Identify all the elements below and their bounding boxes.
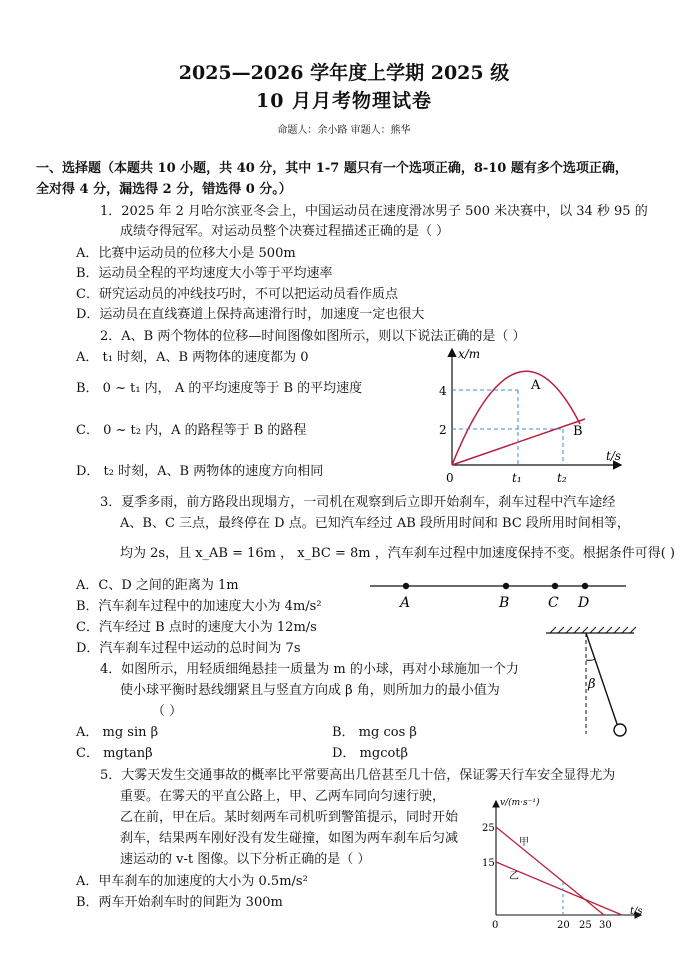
exam-authors: 命题人：余小路 审题人：熊华 — [277, 125, 411, 136]
q2-y-label: x/m — [458, 347, 481, 361]
q3-stem: 3．夏季多雨，前方路段出现塌方，一司机在观察到后立即开始刹车，刹车过程中汽车途经 — [100, 495, 616, 510]
q4-ball — [614, 724, 626, 736]
q5-x-tick-20: 20 — [557, 920, 570, 931]
q4-stem-cont2: （ ） — [152, 704, 183, 719]
q5-label-jia: 甲 — [519, 837, 529, 848]
q2-stem: 2．A、B 两个物体的位移—时间图像如图所示，则以下说法正确的是（ ） — [100, 329, 526, 344]
q4-option-c: C． mgtanβ — [76, 746, 153, 761]
q3-label-a: A — [400, 595, 411, 611]
section-heading-cont: 全对得 4 分，漏选得 2 分，错选得 0 分。） — [36, 182, 292, 197]
q2-curve-a — [452, 371, 580, 465]
q5-x-label: t/s — [630, 906, 643, 917]
q5-vt-graph — [470, 794, 650, 936]
exam-title: 2025—2026 学年度上学期 2025 级 — [178, 62, 510, 84]
q3-label-c: C — [548, 595, 559, 611]
q4-angle-label: β — [588, 677, 596, 692]
q2-origin: 0 — [446, 471, 454, 485]
q3-point-d — [582, 583, 588, 589]
q5-y-tick-25: 25 — [482, 823, 495, 834]
q5-stem-cont4: 速运动的 v-t 图像。以下分析正确的是（ ） — [120, 852, 371, 867]
q3-option-a: A．C、D 之间的距离为 1m — [76, 578, 239, 593]
q5-origin: 0 — [492, 920, 499, 931]
q1-option-b: B．运动员全程的平均速度大小等于平均速率 — [76, 266, 333, 281]
q4-option-a: A． mg sin β — [76, 725, 159, 740]
q2-x-tick-t1: t₁ — [512, 471, 522, 485]
q2-option-d: D． t₂ 时刻，A、B 两物体的速度方向相同 — [76, 464, 324, 479]
q1-option-a: A．比赛中运动员的位移大小是 500m — [76, 246, 296, 261]
q5-x-tick-25: 25 — [579, 920, 592, 931]
q2-option-b: B． 0 ~ t₁ 内， A 的平均速度等于 B 的平均速度 — [76, 381, 363, 396]
q4-stem: 4．如图所示，用轻质细绳悬挂一质量为 m 的小球，再对小球施加一个力 — [100, 662, 519, 677]
q3-point-b — [503, 583, 509, 589]
q3-points-diagram — [368, 574, 630, 614]
q5-stem-cont3: 刹车，结果两车刚好没有发生碰撞，如图为两车刹车后匀减 — [120, 831, 459, 846]
q1-option-c: C．研究运动员的冲线技巧时，不可以把运动员看作质点 — [76, 287, 398, 302]
q5-x-tick-30: 30 — [599, 920, 612, 931]
q1-option-d: D．运动员在直线赛道上保持高速滑行时，加速度一定也很大 — [76, 307, 425, 322]
q5-option-a: A．甲车刹车的加速度的大小为 0.5m/s² — [76, 874, 308, 889]
q5-stem-cont: 重要。在雾天的平直公路上，甲、乙两车同向匀速行驶， — [120, 789, 446, 804]
q3-point-c — [552, 583, 558, 589]
q1-stem-cont: 成绩夺得冠军。对运动员整个决赛过程描述正确的是（ ） — [120, 224, 450, 239]
section-heading: 一、选择题（本题共 10 小题，共 40 分，其中 1-7 题只有一个选项正确，8-10 题有多个选项正确， — [36, 161, 628, 176]
q4-stem-cont: 使小球平衡时悬线绷紧且与竖直方向成 β 角，则所加力的最小值为 — [120, 683, 500, 698]
q2-xt-graph — [430, 342, 630, 487]
q2-option-c: C． 0 ~ t₂ 内，A 的路程等于 B 的路程 — [76, 423, 307, 438]
q2-x-tick-t2: t₂ — [557, 471, 567, 485]
q3-stem-cont: A、B、C 三点，最终停在 D 点。已知汽车经过 AB 段所用时间和 BC 段所用时间相等， — [120, 516, 630, 531]
q4-option-d: D． mgcotβ — [332, 746, 409, 761]
q3-stem-cont2: 均为 2s，且 x_AB = 16m ， x_BC = 8m ，汽车刹车过程中加速度保持不变。根据条件可得( ) — [120, 546, 676, 561]
q5-y-label: v/(m·s⁻¹) — [500, 798, 540, 808]
q3-label-d: D — [578, 595, 590, 611]
q5-line-yi — [496, 862, 622, 915]
q2-option-a: A． t₁ 时刻，A、B 两物体的速度都为 0 — [76, 350, 309, 365]
exam-subtitle: 10 月月考物理试卷 — [255, 90, 433, 112]
q2-label-b: B — [573, 424, 583, 439]
q1-stem: 1．2025 年 2 月哈尔滨亚冬会上，中国运动员在速度滑冰男子 500 米决赛中，以 34 秒 95 的 — [100, 204, 648, 219]
q3-option-b: B．汽车刹车过程中的加速度大小为 4m/s² — [76, 599, 322, 614]
q3-label-b: B — [499, 595, 510, 611]
q2-label-a: A — [531, 378, 541, 393]
q3-option-d: D．汽车刹车过程中运动的总时间为 7s — [76, 641, 301, 656]
q5-option-b: B．两车开始刹车时的间距为 300m — [76, 895, 283, 910]
q2-y-tick-4: 4 — [439, 384, 447, 398]
q2-y-tick-2: 2 — [439, 423, 447, 437]
q3-option-c: C．汽车经过 B 点时的速度大小为 12m/s — [76, 620, 317, 635]
q3-point-a — [403, 583, 409, 589]
q2-x-label: t/s — [606, 449, 622, 463]
q4-option-b: B． mg cos β — [332, 725, 417, 740]
q5-stem: 5．大雾天发生交通事故的概率比平常要高出几倍甚至几十倍，保证雾天行车安全显得尤为 — [100, 768, 616, 783]
q4-pendulum-diagram — [540, 626, 640, 742]
q5-y-tick-15: 15 — [482, 858, 495, 869]
q5-label-yi: 乙 — [509, 871, 519, 882]
q5-stem-cont2: 乙在前，甲在后。某时刻两车司机听到警笛提示，同时开始 — [120, 810, 459, 825]
